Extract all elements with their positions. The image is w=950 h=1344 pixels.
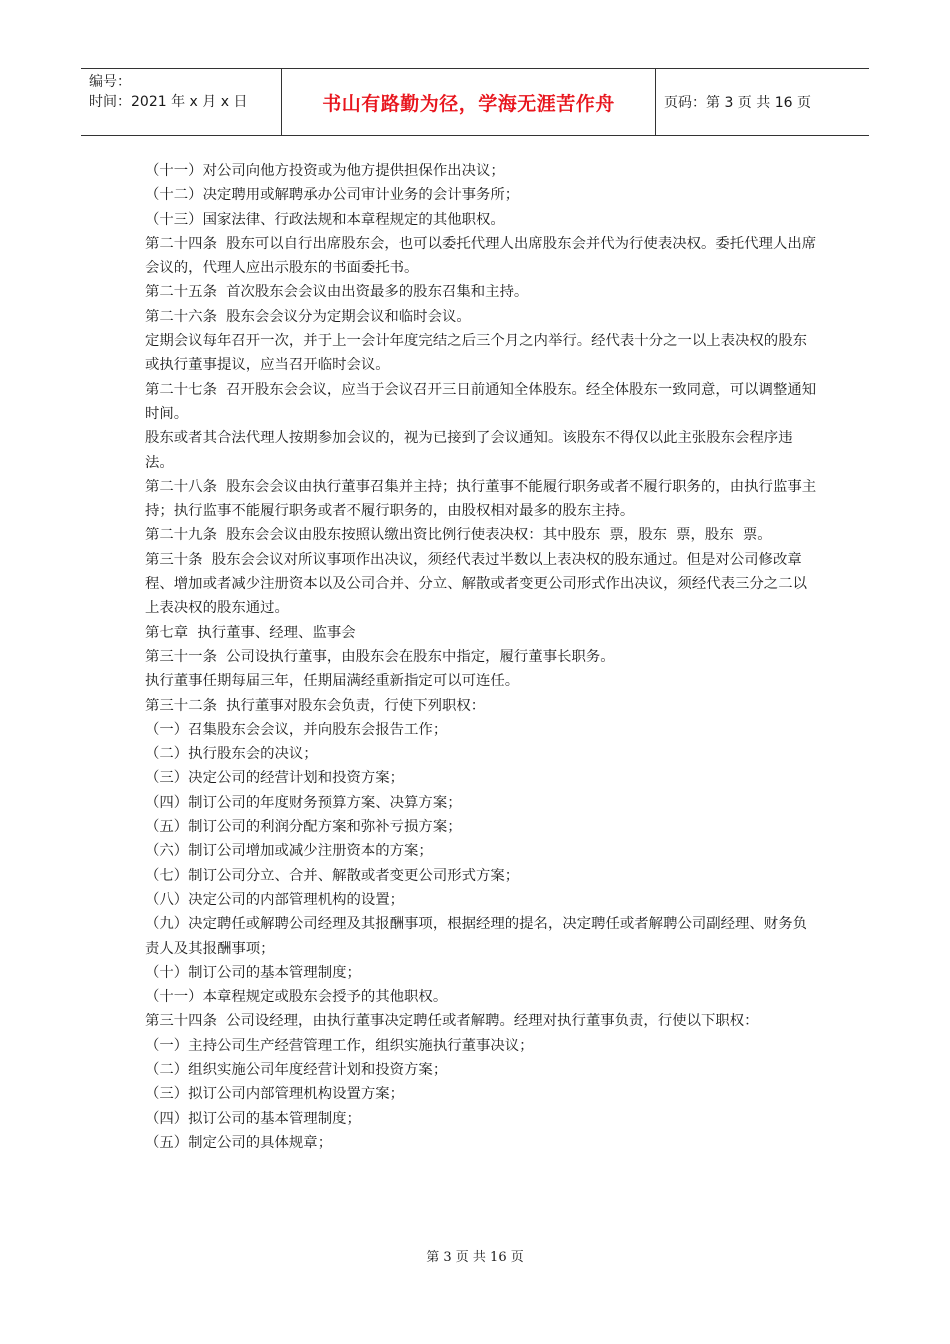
- header-motto: 书山有路勤为径，学海无涯苦作舟: [322, 92, 615, 115]
- paragraph: 执行董事任期每届三年，任期届满经重新指定可以可连任。: [145, 673, 520, 690]
- header-meta: [81, 69, 282, 135]
- article-paragraph: 第三十四条 公司设经理，由执行董事决定聘任或者解聘。经理对执行董事负责，行使以下职权：: [145, 1013, 759, 1030]
- list-item: （三）拟订公司内部管理机构设置方案；: [145, 1086, 405, 1103]
- list-item: （一）召集股东会会议，并向股东会报告工作；: [145, 721, 448, 738]
- article-paragraph: 第二十五条 首次股东会会议由出资最多的股东召集和主持。: [145, 284, 529, 301]
- list-item: （六）制订公司增加或减少注册资本的方案；: [145, 843, 433, 860]
- page-footer: [0, 1246, 950, 1265]
- article-paragraph: 第二十六条 股东会会议分为定期会议和临时会议。: [145, 308, 471, 325]
- document-number-label: 编号：: [89, 74, 131, 90]
- article-paragraph: 第三十二条 执行董事对股东会负责，行使下列职权：: [145, 697, 486, 714]
- article-paragraph: 第二十九条 股东会会议由股东按照认缴出资比例行使表决权：其中股东 票，股东 票，股东 票。: [145, 527, 772, 544]
- header-page-info: 页码：第 3 页 共 16 页: [664, 95, 811, 111]
- paragraph: 定期会议每年召开一次，并于上一会计年度完结之后三个月之内举行。经代表十分之一以上表决权的股东或执行董事提议，应当召开临时会议。: [145, 333, 807, 374]
- list-item: （一）主持公司生产经营管理工作，组织实施执行董事决议；: [145, 1037, 534, 1054]
- page-header: [81, 68, 869, 136]
- list-item: （十）制订公司的基本管理制度；: [145, 964, 361, 981]
- list-item: （四）制订公司的年度财务预算方案、决算方案；: [145, 794, 462, 811]
- list-item: （八）决定公司的内部管理机构的设置；: [145, 891, 405, 908]
- article-paragraph: 第三十一条 公司设执行董事，由股东会在股东中指定，履行董事长职务。: [145, 648, 615, 665]
- list-item: （七）制订公司分立、合并、解散或者变更公司形式方案；: [145, 867, 520, 884]
- list-item: （四）拟订公司的基本管理制度；: [145, 1110, 361, 1127]
- article-paragraph: 第二十四条 股东可以自行出席股东会，也可以委托代理人出席股东会并代为行使表决权。委托代理人出席会议的，代理人应出示股东的书面委托书。: [145, 235, 817, 277]
- paragraph: 股东或者其合法代理人按期参加会议的，视为已接到了会议通知。该股东不得仅以此主张股东会程序违法。: [145, 430, 793, 471]
- list-item: （九）决定聘任或解聘公司经理及其报酬事项，根据经理的提名，决定聘任或者解聘公司副经理、财务负责人及其报酬事项；: [145, 916, 807, 957]
- document-body: [145, 159, 817, 1155]
- paragraph: （十一）对公司向他方投资或为他方提供担保作出决议；: [145, 163, 505, 179]
- header-motto-cell: [282, 69, 656, 135]
- paragraph: （十二）决定聘用或解聘承办公司审计业务的会计事务所；: [145, 187, 520, 204]
- footer-page-number: 第 3 页 共 16 页: [426, 1250, 524, 1265]
- list-item: （十一）本章程规定或股东会授予的其他职权。: [145, 989, 448, 1006]
- header-page-info-cell: [656, 69, 869, 135]
- article-paragraph: 第三十条 股东会会议对所议事项作出决议，须经代表过半数以上表决权的股东通过。但是对公司修改章程、增加或者减少注册资本以及公司合并、分立、解散或者变更公司形式作出决议，须经代表三分之二以上表决权的股东通过。: [145, 551, 807, 617]
- document-date-label: 时间：2021 年 x 月 x 日: [89, 94, 248, 110]
- list-item: （五）制订公司的利润分配方案和弥补亏损方案；: [145, 819, 462, 836]
- chapter-heading: 第七章 执行董事、经理、监事会: [145, 624, 356, 641]
- article-paragraph: 第二十七条 召开股东会会议，应当于会议召开三日前通知全体股东。经全体股东一致同意，可以调整通知时间。: [145, 381, 817, 422]
- list-item: （五）制定公司的具体规章；: [145, 1134, 333, 1151]
- list-item: （二）组织实施公司年度经营计划和投资方案；: [145, 1061, 448, 1078]
- list-item: （二）执行股东会的决议；: [145, 746, 318, 763]
- article-paragraph: 第二十八条 股东会会议由执行董事召集并主持；执行董事不能履行职务或者不履行职务的，由执行监事主持；执行监事不能履行职务或者不履行职务的，由股权相对最多的股东主持。: [145, 478, 817, 520]
- paragraph: （十三）国家法律、行政法规和本章程规定的其他职权。: [145, 211, 505, 228]
- list-item: （三）决定公司的经营计划和投资方案；: [145, 770, 405, 787]
